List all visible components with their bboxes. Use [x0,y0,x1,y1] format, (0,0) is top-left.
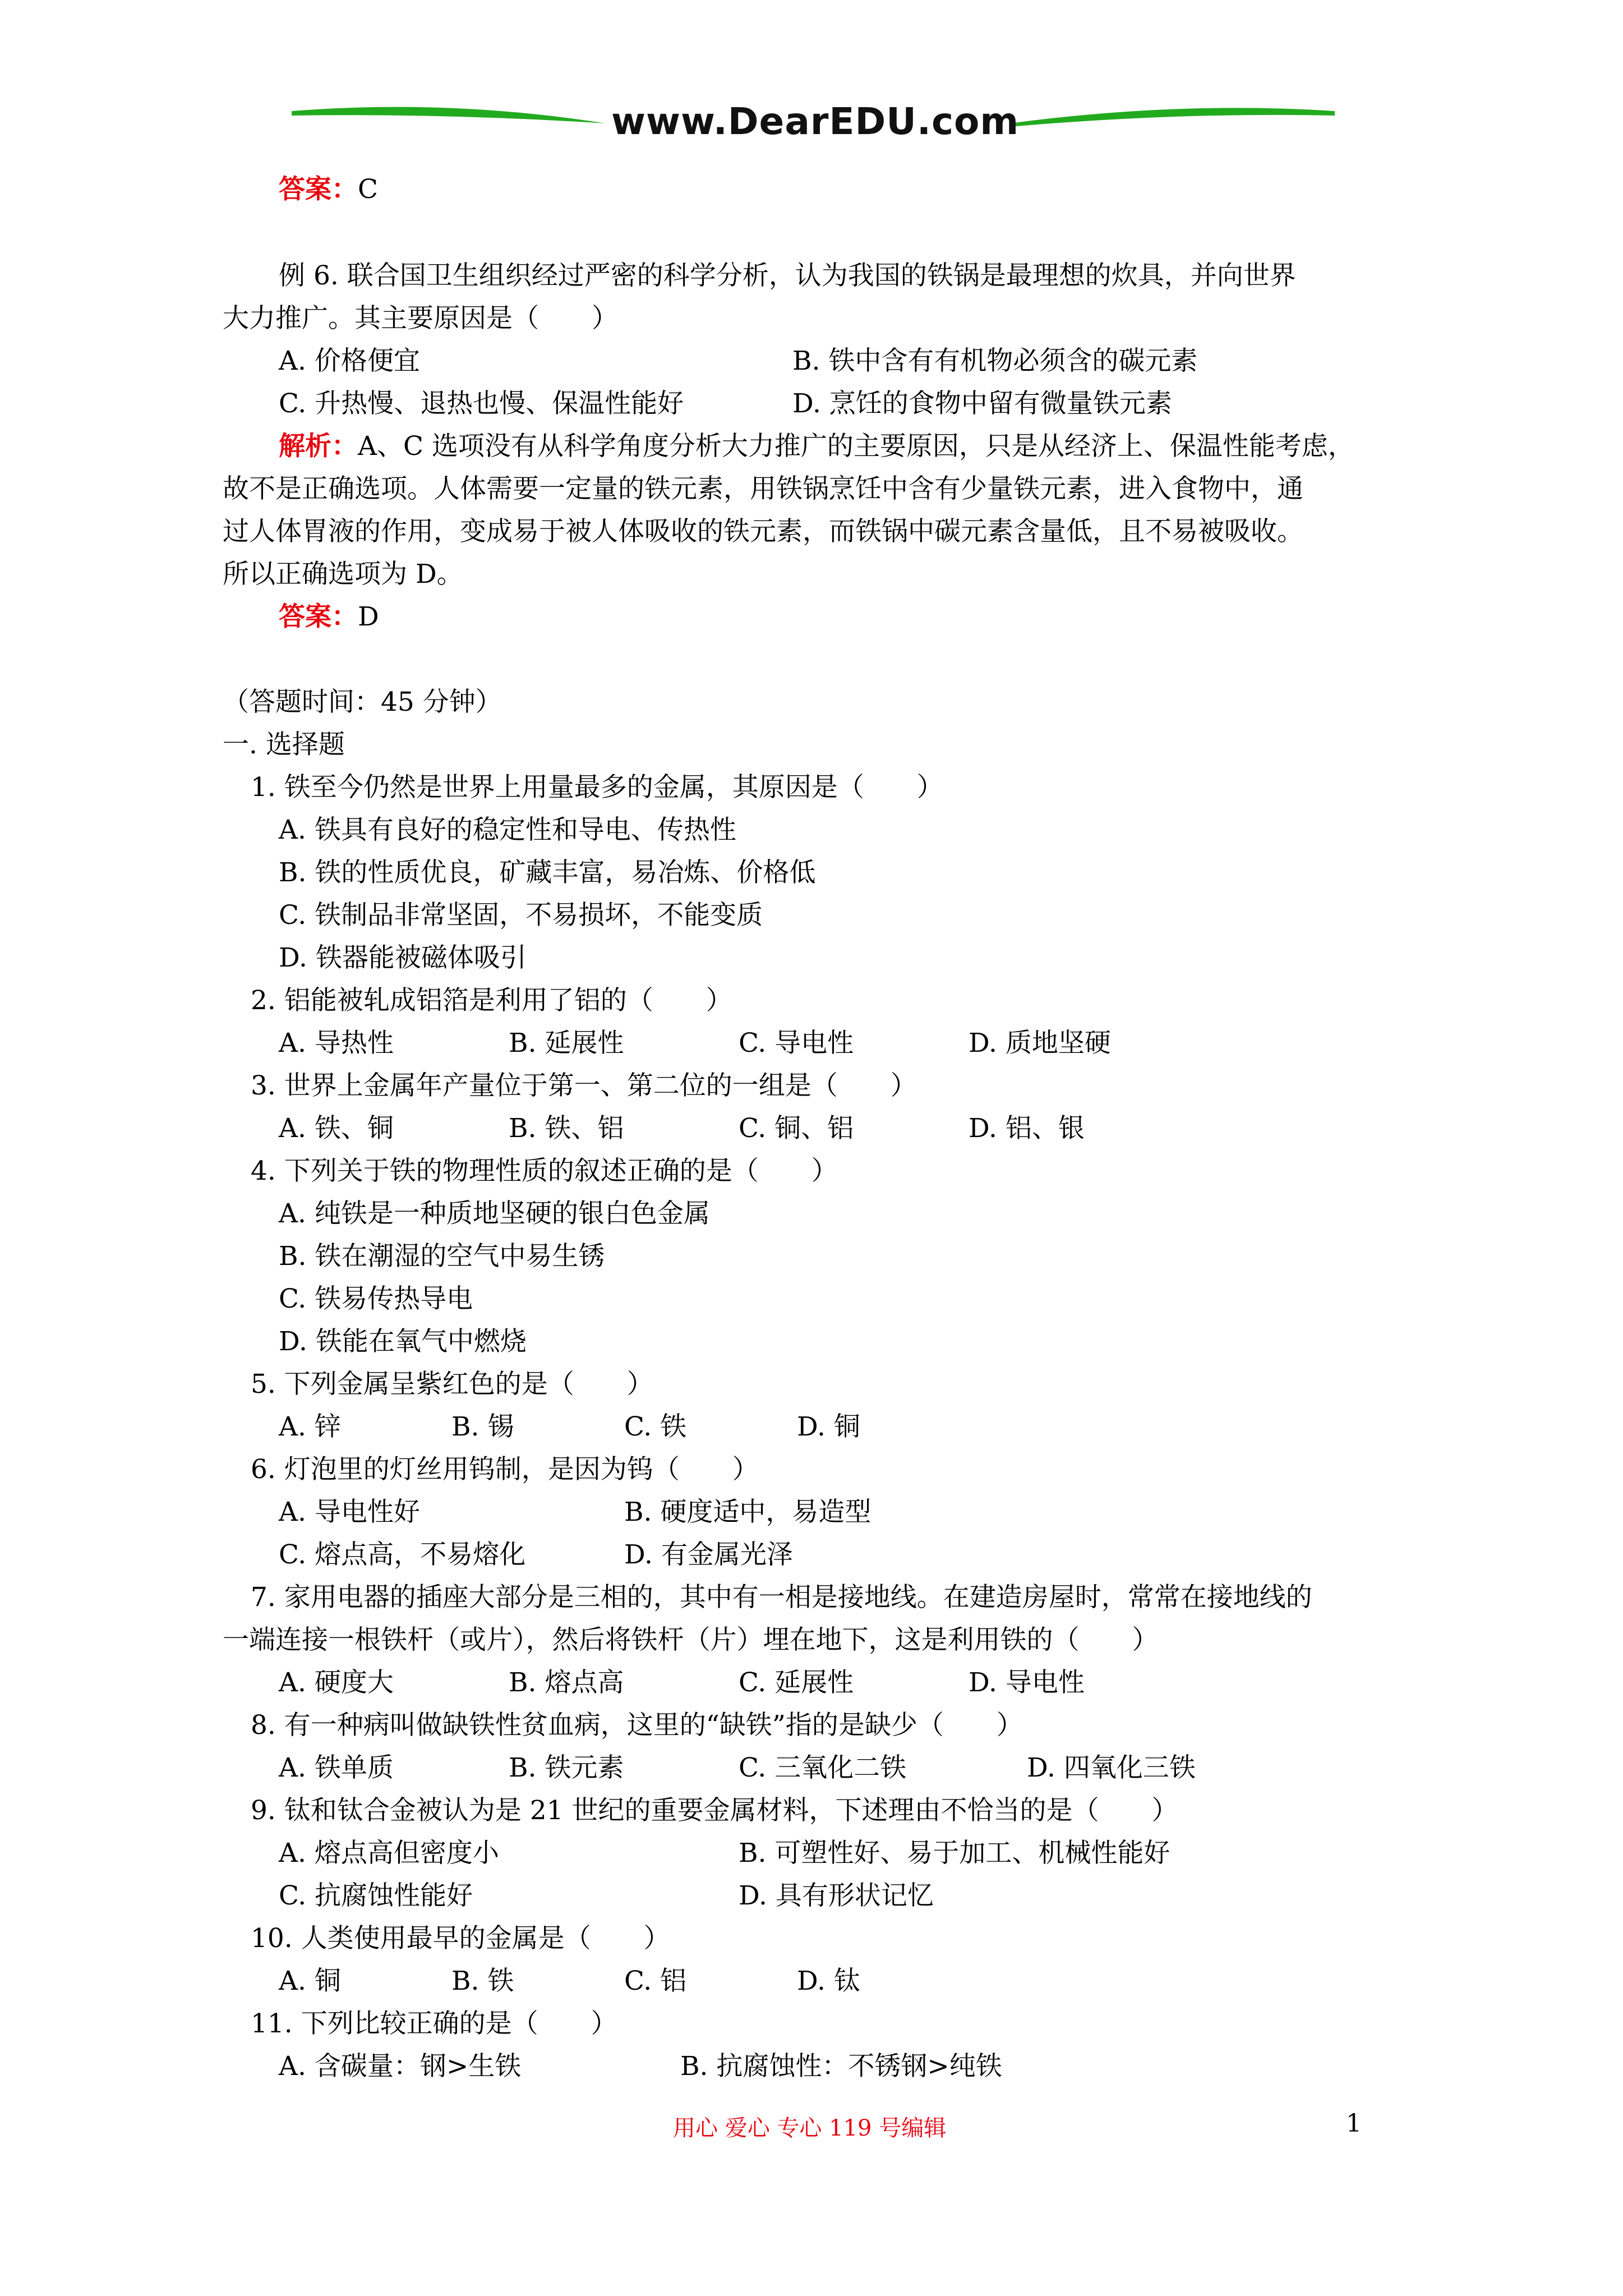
question-option: D. 有金属光泽 [624,1539,793,1570]
question-option: A. 铜 [279,1966,341,1996]
section-title: 一. 选择题 [223,729,345,760]
header-swoosh-right [1009,101,1335,135]
question-stem: 10. 人类使用最早的金属是（ ） [251,1923,670,1954]
question-option: C. 抗腐蚀性能好 [279,1880,473,1911]
question-stem-continued: 一端连接一根铁杆（或片），然后将铁杆（片）埋在地下，这是利用铁的（ ） [223,1625,1159,1655]
answer-value: C [358,174,378,205]
question-option: A. 铁具有良好的稳定性和导电、传热性 [279,815,736,845]
analysis-line2: 故不是正确选项。人体需要一定量的铁元素，用铁锅烹饪中含有少量铁元素，进入食物中，通 [223,473,1303,504]
question-option: A. 导热性 [279,1028,394,1059]
question-option: B. 铁元素 [509,1752,624,1783]
question-option: C. 延展性 [739,1667,854,1698]
footer-note: 用心 爱心 专心 119 号编辑 [673,2115,947,2141]
question-option: B. 铁的性质优良，矿藏丰富，易冶炼、价格低 [279,857,816,888]
site-logo[interactable]: www.DearEDU.com [611,100,1020,143]
question-option: B. 铁、铝 [509,1113,624,1144]
question-option: A. 铁、铜 [279,1113,394,1144]
prev-answer [279,173,378,206]
question-option: B. 硬度适中，易造型 [624,1497,872,1527]
question-option: C. 铜、铝 [739,1113,854,1144]
question-stem: 3. 世界上金属年产量位于第一、第二位的一组是（ ） [251,1070,917,1101]
question-option: D. 导电性 [969,1667,1085,1698]
question-option: A. 铁单质 [279,1752,394,1783]
example6-answer [279,600,379,634]
time-note: （答题时间：45 分钟） [223,687,502,717]
analysis-line4: 所以正确选项为 D。 [223,559,463,590]
question-stem: 11. 下列比较正确的是（ ） [251,2008,617,2039]
question-option: C. 铁 [624,1411,687,1442]
question-option: A. 纯铁是一种质地坚硬的银白色金属 [279,1198,710,1229]
question-stem: 6. 灯泡里的灯丝用钨制，是因为钨（ ） [251,1454,759,1485]
question-option: C. 熔点高，不易熔化 [279,1539,526,1570]
answer-label: 答案： [279,601,358,632]
question-option: B. 铁 [451,1966,514,1996]
question-option: B. 锡 [451,1411,514,1442]
analysis-line3: 过人体胃液的作用，变成易于被人体吸收的铁元素，而铁锅中碳元素含量低，且不易被吸收。 [223,516,1303,547]
question-option: C. 三氧化二铁 [739,1752,907,1783]
question-stem: 4. 下列关于铁的物理性质的叙述正确的是（ ） [251,1156,838,1186]
question-option: C. 铁制品非常坚固，不易损坏，不能变质 [279,900,763,931]
header-swoosh-left [292,101,606,135]
question-option: A. 含碳量：钢>生铁 [279,2051,522,2082]
question-option: C. 导电性 [739,1028,854,1059]
example6-option-d: D. 烹饪的食物中留有微量铁元素 [792,388,1172,419]
question-stem: 2. 铝能被轧成铝箔是利用了铝的（ ） [251,985,732,1016]
question-stem: 5. 下列金属呈紫红色的是（ ） [251,1369,653,1400]
answer-label: 答案： [279,174,358,205]
example6-option-b: B. 铁中含有有机物必须含的碳元素 [792,346,1198,376]
example6-stem-line1: 例 6. 联合国卫生组织经过严密的科学分析，认为我国的铁锅是最理想的炊具，并向世界 [279,260,1296,291]
question-option: D. 铝、银 [969,1113,1085,1144]
question-option: C. 铝 [624,1966,687,1996]
question-option: B. 延展性 [509,1028,624,1059]
question-option: A. 导电性好 [279,1497,420,1527]
question-option: B. 可塑性好、易于加工、机械性能好 [739,1838,1170,1869]
question-option: B. 抗腐蚀性：不锈钢>纯铁 [680,2051,1002,2082]
question-option: D. 铁能在氧气中燃烧 [279,1326,527,1357]
question-option: D. 钛 [797,1966,860,1996]
example6-option-a: A. 价格便宜 [279,346,420,376]
question-option: D. 铜 [797,1411,860,1442]
question-option: B. 熔点高 [509,1667,624,1698]
question-option: A. 锌 [279,1411,341,1442]
question-option: D. 质地坚硬 [969,1028,1111,1059]
analysis-label: 解析： [279,431,358,462]
question-option: D. 四氧化三铁 [1027,1752,1196,1783]
question-stem: 1. 铁至今仍然是世界上用量最多的金属，其原因是（ ） [251,772,943,803]
question-option: D. 铁器能被磁体吸引 [279,942,527,973]
question-option: B. 铁在潮湿的空气中易生锈 [279,1241,605,1272]
question-option: A. 硬度大 [279,1667,394,1698]
question-option: C. 铁易传热导电 [279,1283,473,1314]
example6-stem-line2: 大力推广。其主要原因是（ ） [223,303,618,334]
page-number: 1 [1346,2109,1362,2138]
question-stem: 9. 钛和钛合金被认为是 21 世纪的重要金属材料，下述理由不恰当的是（ ） [251,1795,1178,1826]
question-option: D. 具有形状记忆 [739,1880,934,1911]
question-option: A. 熔点高但密度小 [279,1838,499,1869]
question-stem: 8. 有一种病叫做缺铁性贫血病，这里的“缺铁”指的是缺少（ ） [251,1710,1023,1741]
question-stem: 7. 家用电器的插座大部分是三相的，其中有一相是接地线。在建造房屋时，常常在接地线的 [251,1582,1312,1613]
answer-value: D [358,601,379,632]
example6-option-c: C. 升热慢、退热也慢、保温性能好 [279,388,684,419]
analysis-line1: 解析：A、C 选项没有从科学角度分析大力推广的主要原因，只是从经济上、保温性能考虑， [279,431,1354,462]
